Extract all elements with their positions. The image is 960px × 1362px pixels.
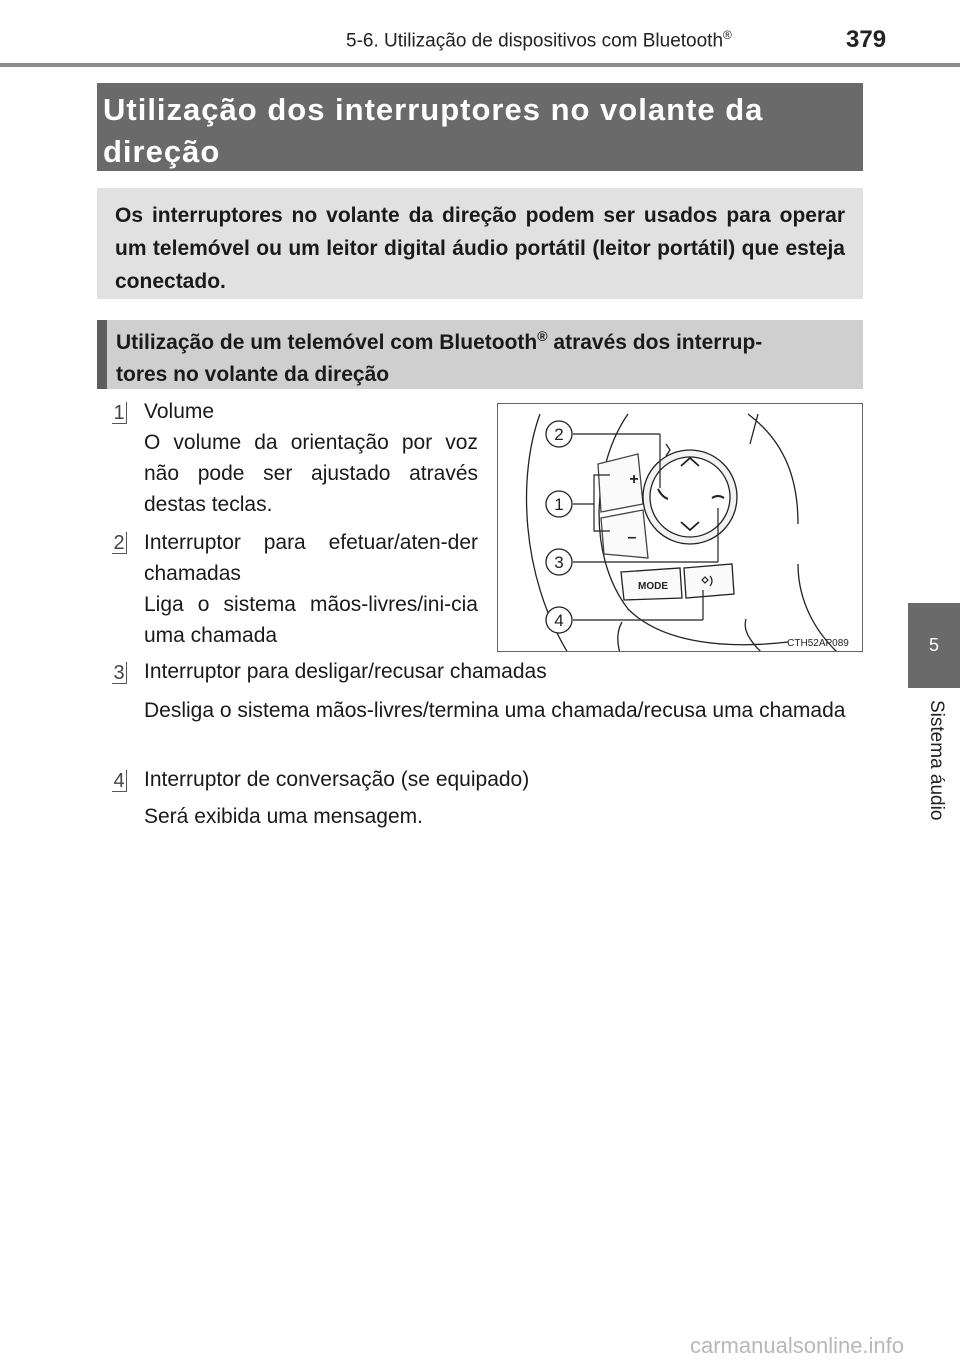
volume-down-symbol: – — [627, 529, 637, 546]
page-number: 379 — [846, 26, 887, 53]
volume-up-symbol: + — [629, 471, 639, 488]
subheading-text: Utilização de um telemóvel com Bluetooth — [116, 331, 538, 354]
subheading-text-cont: através dos interrup- — [547, 331, 763, 354]
page-title-line-1: Utilização dos interruptores no volante da — [103, 92, 764, 127]
item-3-title: Interruptor para desligar/recusar chamadas — [144, 660, 547, 683]
chapter-label: Sistema áudio — [926, 700, 947, 821]
section-title: 5-6. Utilização de dispositivos com Bluetooth — [346, 30, 724, 52]
subheading-line-1 — [116, 320, 863, 359]
item-number-badge: 2 — [112, 532, 127, 554]
section-header — [346, 28, 732, 52]
item-number-badge: 3 — [112, 662, 127, 684]
callout-4: 4 — [554, 611, 564, 630]
page-title-line-2: direção — [103, 134, 221, 169]
intro-summary: Os interruptores no volante da direção podem ser usados para operar um telemóvel ou um leitor digital áudio portátil (leitor portátil) que esteja conectado. — [97, 188, 863, 299]
chapter-tab: 5 — [908, 603, 960, 688]
steering-wheel-illustration — [498, 404, 863, 652]
steering-switches-diagram — [497, 403, 863, 652]
subheading-line-2: tores no volante da direção — [116, 363, 390, 386]
callout-2: 2 — [554, 425, 564, 444]
item-number-badge: 4 — [112, 770, 127, 792]
watermark: carmanualsonline.info — [690, 1333, 905, 1358]
mode-button-label: MODE — [638, 581, 668, 592]
callout-1: 1 — [554, 495, 564, 514]
header-divider — [0, 63, 960, 67]
item-4-title: Interruptor de conversação (se equipado) — [144, 768, 530, 791]
subheading-registered-mark: ® — [537, 328, 548, 344]
item-4-description: Será exibida uma mensagem. — [144, 805, 423, 828]
diagram-code: CTH52AP089 — [787, 638, 849, 649]
item-3-description: Desliga o sistema mãos-livres/termina uma chamada/recusa uma chamada — [144, 699, 846, 722]
item-1-description: O volume da orientação por voz não pode ser ajustado através destas teclas. — [144, 431, 478, 516]
item-number-badge: 1 — [112, 402, 127, 424]
item-1-title: Volume — [144, 400, 215, 423]
subheading — [97, 320, 863, 389]
item-2-description: Liga o sistema mãos-livres/ini-cia uma chamada — [144, 593, 478, 647]
item-2-title: Interruptor para efetuar/aten-der chamadas — [144, 531, 478, 585]
callout-3: 3 — [554, 553, 564, 572]
page-title — [97, 83, 863, 171]
registered-mark: ® — [723, 28, 732, 42]
